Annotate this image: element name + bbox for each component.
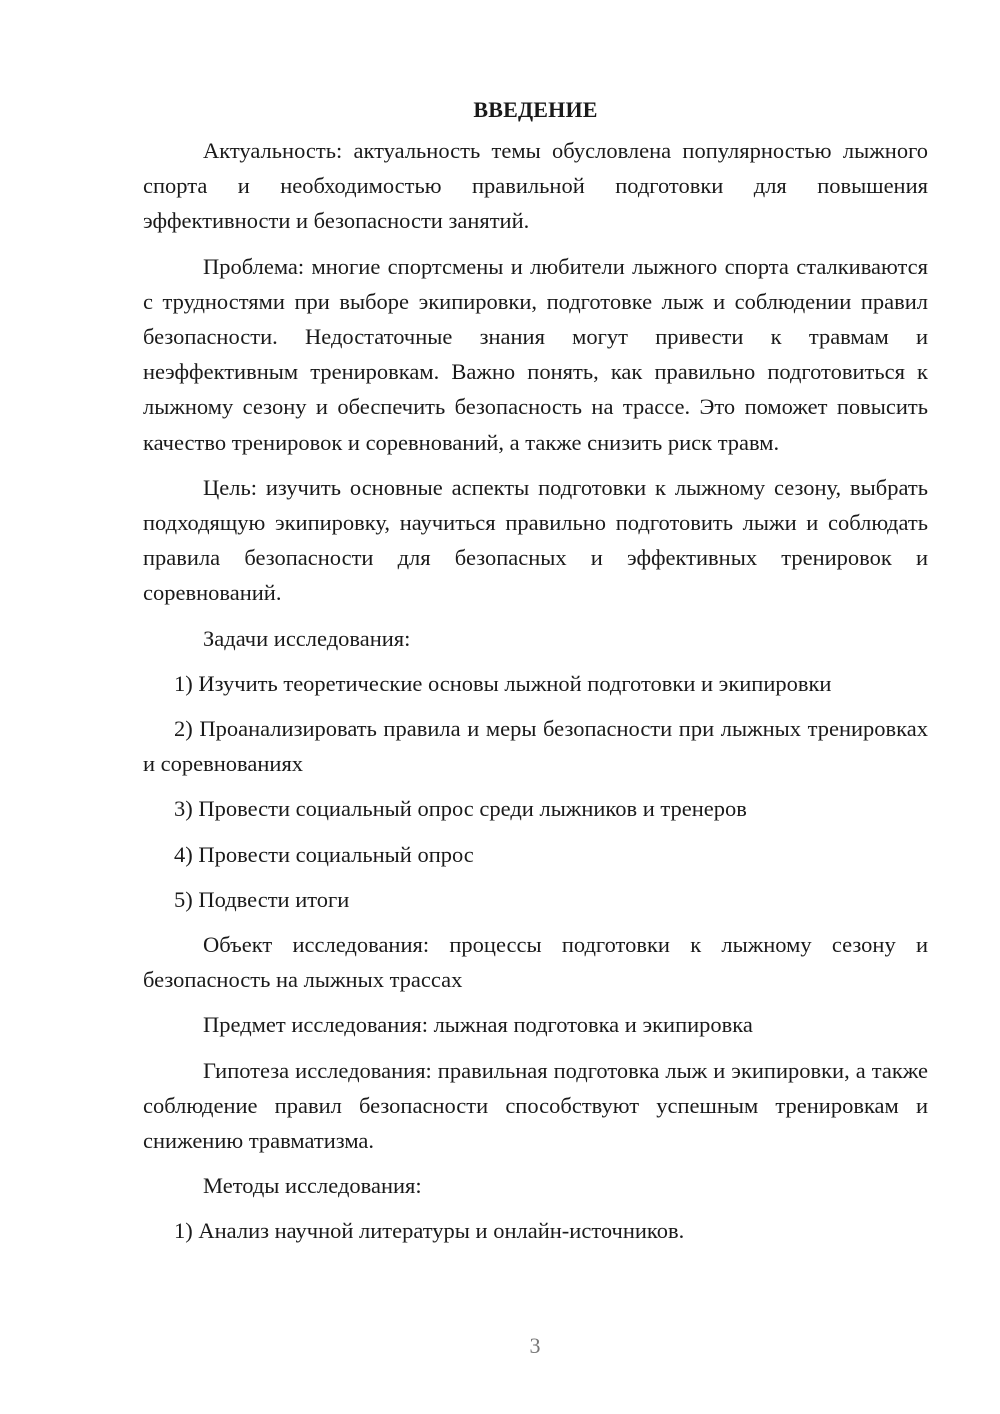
object-paragraph: Объект исследования: процессы подготовки к лыжному сезону и безопасность на лыжных трассах (143, 932, 928, 993)
problem-paragraph: Проблема: многие спортсмены и любители лыжного спорта сталкиваются с трудностями при выборе экипировки, подготовке лыж и соблюдении правил безопасности. Недостаточные знания могут привести к травмам и неэффективным тренировкам. Важно понять, как правильно подготовиться к лыжному сезону и обеспечить безопасность на трассе. Это поможет повысить качество тренировок и соревнований, а также снизить риск травм. (143, 253, 928, 455)
methods-heading: Методы исследования: (203, 1173, 422, 1199)
subject-paragraph: Предмет исследования: лыжная подготовка и экипировка (203, 1012, 753, 1038)
relevance-paragraph: Актуальность: актуальность темы обусловлена популярностью лыжного спорта и необходимостью правильной подготовки для повышения эффективности и безопасности занятий. (143, 138, 928, 234)
task-item-2: 2) Проанализировать правила и меры безопасности при лыжных тренировках и соревнованиях (143, 716, 928, 777)
hypothesis-paragraph: Гипотеза исследования: правильная подготовка лыж и экипировки, а также соблюдение правил безопасности способствуют успешным тренировкам и снижению травматизма. (143, 1057, 928, 1154)
task-item-4: 4) Провести социальный опрос (174, 841, 474, 867)
page-number: 3 (529, 1333, 541, 1358)
tasks-heading: Задачи исследования: (203, 625, 411, 651)
task-item-1: 1) Изучить теоретические основы лыжной подготовки и экипировки (174, 670, 832, 696)
goal-paragraph: Цель: изучить основные аспекты подготовки к лыжному сезону, выбрать подходящую экипировку, научиться правильно подготовить лыжи и соблюдать правила безопасности для безопасных и эффективных тренировок и соревнований. (143, 474, 928, 606)
section-title: ВВЕДЕНИЕ (473, 97, 598, 122)
method-item-1: 1) Анализ научной литературы и онлайн-источников. (174, 1218, 685, 1244)
task-item-5: 5) Подвести итоги (174, 886, 350, 912)
document-page (143, 92, 928, 1259)
task-item-3: 3) Провести социальный опрос среди лыжников и тренеров (174, 796, 747, 822)
